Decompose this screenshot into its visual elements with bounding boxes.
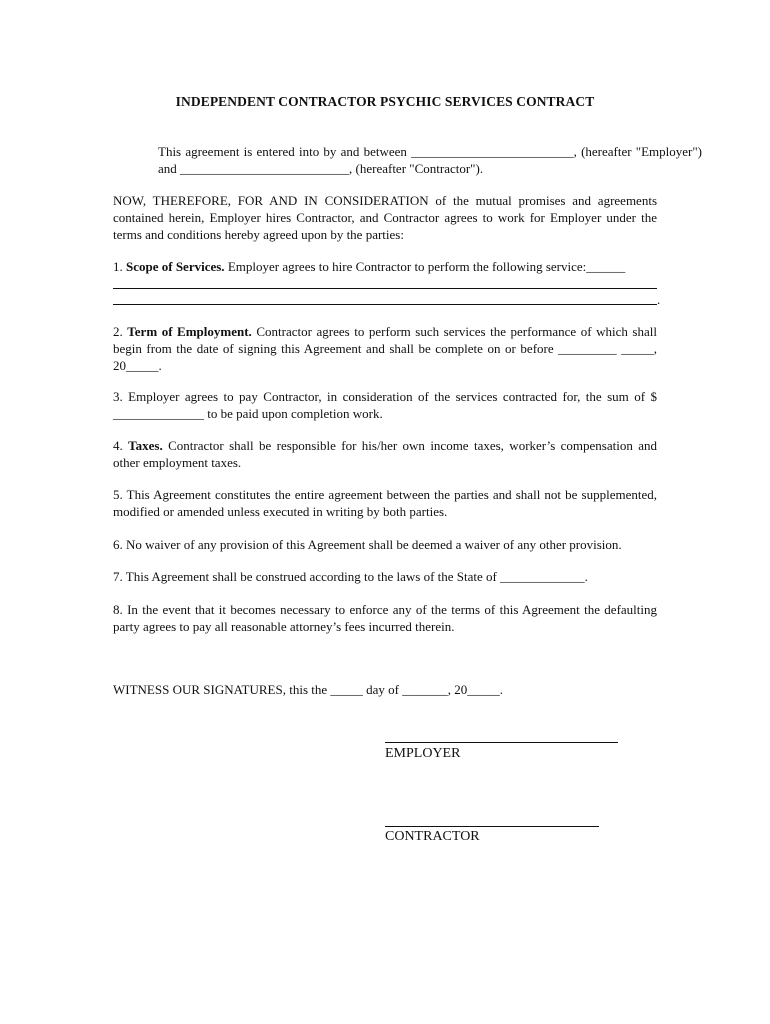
clause-4-heading: Taxes. bbox=[128, 438, 163, 453]
clause-8: 8. In the event that it becomes necessary to enforce any of the terms of this Agreement the defaulting party agrees to pay all reasonable attorney’s fees incurred therein. bbox=[113, 602, 657, 634]
clause-3: 3. Employer agrees to pay Contractor, in consideration of the services contracted for, the sum of $ ______________ to be paid upon completion work. bbox=[113, 389, 657, 421]
clause-2 bbox=[113, 323, 657, 374]
clause-1-heading: Scope of Services. bbox=[126, 259, 225, 274]
clause-4-number: 4. bbox=[113, 438, 123, 453]
contractor-label: CONTRACTOR bbox=[385, 829, 480, 844]
clause-2-text: Contractor agrees to perform such services the performance of which shall begin from the date of signing this Agreement and shall be complete on or before _________ _____, 20_____. bbox=[113, 324, 657, 373]
contractor-signature-line[interactable] bbox=[385, 826, 599, 827]
witness-line: WITNESS OUR SIGNATURES, this the _____ day of _______, 20_____. bbox=[113, 682, 503, 697]
clause-7: 7. This Agreement shall be construed according to the laws of the State of _____________. bbox=[113, 569, 588, 584]
clause-6: 6. No waiver of any provision of this Agreement shall be deemed a waiver of any other provision. bbox=[113, 537, 622, 552]
clause-1-text: Employer agrees to hire Contractor to perform the following service:______ bbox=[227, 259, 626, 274]
intro-paragraph: This agreement is entered into by and between _________________________, (hereafter "Employer") and __________________________, (hereafter "Contractor"). bbox=[158, 144, 702, 176]
clause-4 bbox=[113, 437, 657, 471]
clause-5: 5. This Agreement constitutes the entire agreement between the parties and shall not be supplemented, modified or amended unless executed in writing by both parties. bbox=[113, 487, 657, 519]
whereas-paragraph: NOW, THEREFORE, FOR AND IN CONSIDERATION of the mutual promises and agreements contained herein, Employer hires Contractor, and Contractor agrees to work for Employer under the terms and conditions hereby agreed upon by the parties: bbox=[113, 193, 657, 242]
clause-1-number: 1. bbox=[113, 259, 123, 274]
clause-2-number: 2. bbox=[113, 324, 123, 339]
clause-4-text: Contractor shall be responsible for his/her own income taxes, worker’s compensation and other employment taxes. bbox=[113, 438, 658, 470]
clause-1 bbox=[113, 258, 657, 275]
clause-2-heading: Term of Employment. bbox=[127, 324, 252, 339]
employer-signature-line[interactable] bbox=[385, 742, 618, 743]
clause-1-blank-line-1[interactable] bbox=[113, 288, 657, 289]
clause-1-end-period: . bbox=[657, 292, 661, 307]
clause-1-blank-line-2[interactable] bbox=[113, 304, 657, 305]
document-title: INDEPENDENT CONTRACTOR PSYCHIC SERVICES CONTRACT bbox=[175, 94, 595, 109]
employer-label: EMPLOYER bbox=[385, 746, 461, 761]
